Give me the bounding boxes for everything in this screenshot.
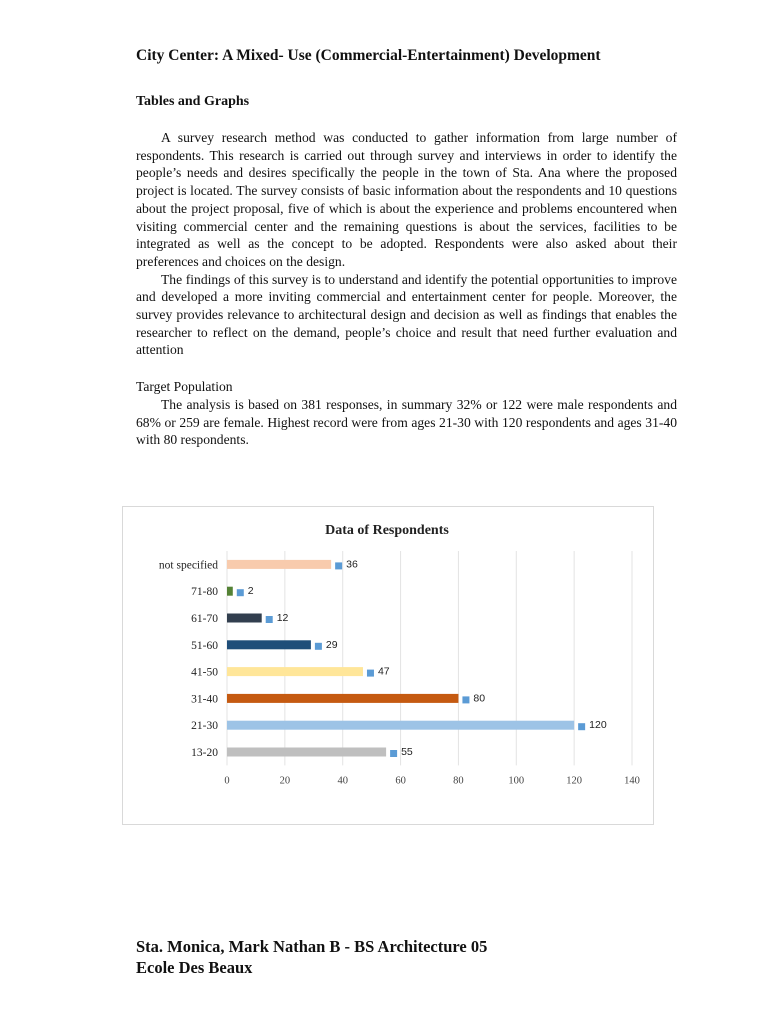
value-label-71-80: 2: [247, 585, 254, 598]
value-marker-not-specified: [335, 562, 342, 569]
paragraph-survey-method: A survey research method was conducted to gather information from large number of respondents. This research is carried out through survey and interviews in order to identify the people’s needs and desires specifically the people in the town of Sta. Ana where the proposed project is located. The survey consists of basic information about the respondents and 10 questions about the project proposal, five of which is about the experience and problems encountered when visiting commercial center and the remaining questions is about the services, facilities to be integrated as well as the concept to be adopted. Respondents were also asked about their preferences and choices on the design.: [136, 130, 677, 269]
value-label-41-50: 47: [377, 665, 390, 678]
subheading-target-population: Target Population: [136, 379, 233, 394]
category-label-71-80: 71-80: [191, 586, 218, 599]
category-label-not-specified: not specified: [158, 559, 218, 572]
category-label-61-70: 61-70: [191, 613, 218, 625]
value-marker-13-20: [390, 750, 397, 757]
category-label-13-20: 13-20: [191, 747, 218, 759]
body-text: [136, 129, 677, 359]
value-marker-31-40: [462, 696, 469, 703]
bar-21-30: [227, 721, 574, 730]
bar-31-40: [227, 694, 458, 703]
value-marker-61-70: [266, 616, 273, 623]
category-label-51-60: 51-60: [191, 639, 218, 652]
target-population-text: [136, 396, 677, 449]
value-marker-51-60: [315, 643, 322, 650]
chart-gridlines: [227, 551, 632, 765]
bar-71-80: [227, 587, 233, 596]
chart-title: Data of Respondents: [325, 523, 449, 538]
x-tick-label-20: 20: [279, 775, 291, 787]
x-tick-label-120: 120: [566, 775, 583, 787]
value-label-61-70: 12: [276, 612, 289, 624]
value-label-13-20: 55: [401, 746, 413, 758]
category-label-21-30: 21-30: [191, 720, 218, 733]
bar-41-50: [227, 667, 363, 676]
footer-school-line: Ecole Des Beaux: [136, 958, 253, 977]
value-label-not-specified: 36: [346, 558, 358, 571]
value-marker-41-50: [367, 670, 374, 677]
x-tick-label-0: 0: [224, 775, 230, 787]
x-tick-label-100: 100: [508, 775, 525, 787]
value-label-31-40: 80: [473, 692, 486, 705]
value-label-51-60: 29: [325, 638, 338, 651]
chart-canvas: [123, 507, 653, 824]
category-label-41-50: 41-50: [191, 666, 218, 679]
document-title: City Center: A Mixed- Use (Commercial-Entertainment) Development: [136, 47, 601, 64]
x-tick-label-80: 80: [453, 775, 464, 787]
footer: [136, 936, 487, 978]
bar-13-20: [227, 748, 386, 757]
x-tick-label-40: 40: [337, 775, 348, 787]
bar-51-60: [227, 640, 311, 649]
x-tick-label-140: 140: [624, 775, 640, 787]
x-tick-label-60: 60: [395, 775, 406, 787]
bar-not-specified: [227, 560, 331, 569]
footer-author-line: Sta. Monica, Mark Nathan B - BS Architecture 05: [136, 937, 488, 956]
value-marker-21-30: [578, 723, 585, 730]
value-marker-71-80: [237, 589, 244, 596]
category-label-31-40: 31-40: [191, 693, 218, 706]
paragraph-findings: The findings of this survey is to understand and identify the potential opportunities to improve and developed a more inviting commercial and entertainment center for people. Moreover, the survey provides relevance to architectural design and decision as well as findings that enables the researcher to reflect on the demand, people’s choice and result that need further evaluation and attention: [136, 271, 677, 358]
respondents-chart: [122, 506, 654, 825]
value-label-21-30: 120: [589, 719, 607, 732]
bar-61-70: [227, 614, 262, 623]
section-heading: Tables and Graphs: [136, 94, 250, 109]
paragraph-target-population: The analysis is based on 381 responses, in summary 32% or 122 were male respondents and 68% or 259 are female. Highest record were from ages 21-30 with 120 respondents and ages 31-40 with 80 respondents.: [136, 397, 677, 448]
